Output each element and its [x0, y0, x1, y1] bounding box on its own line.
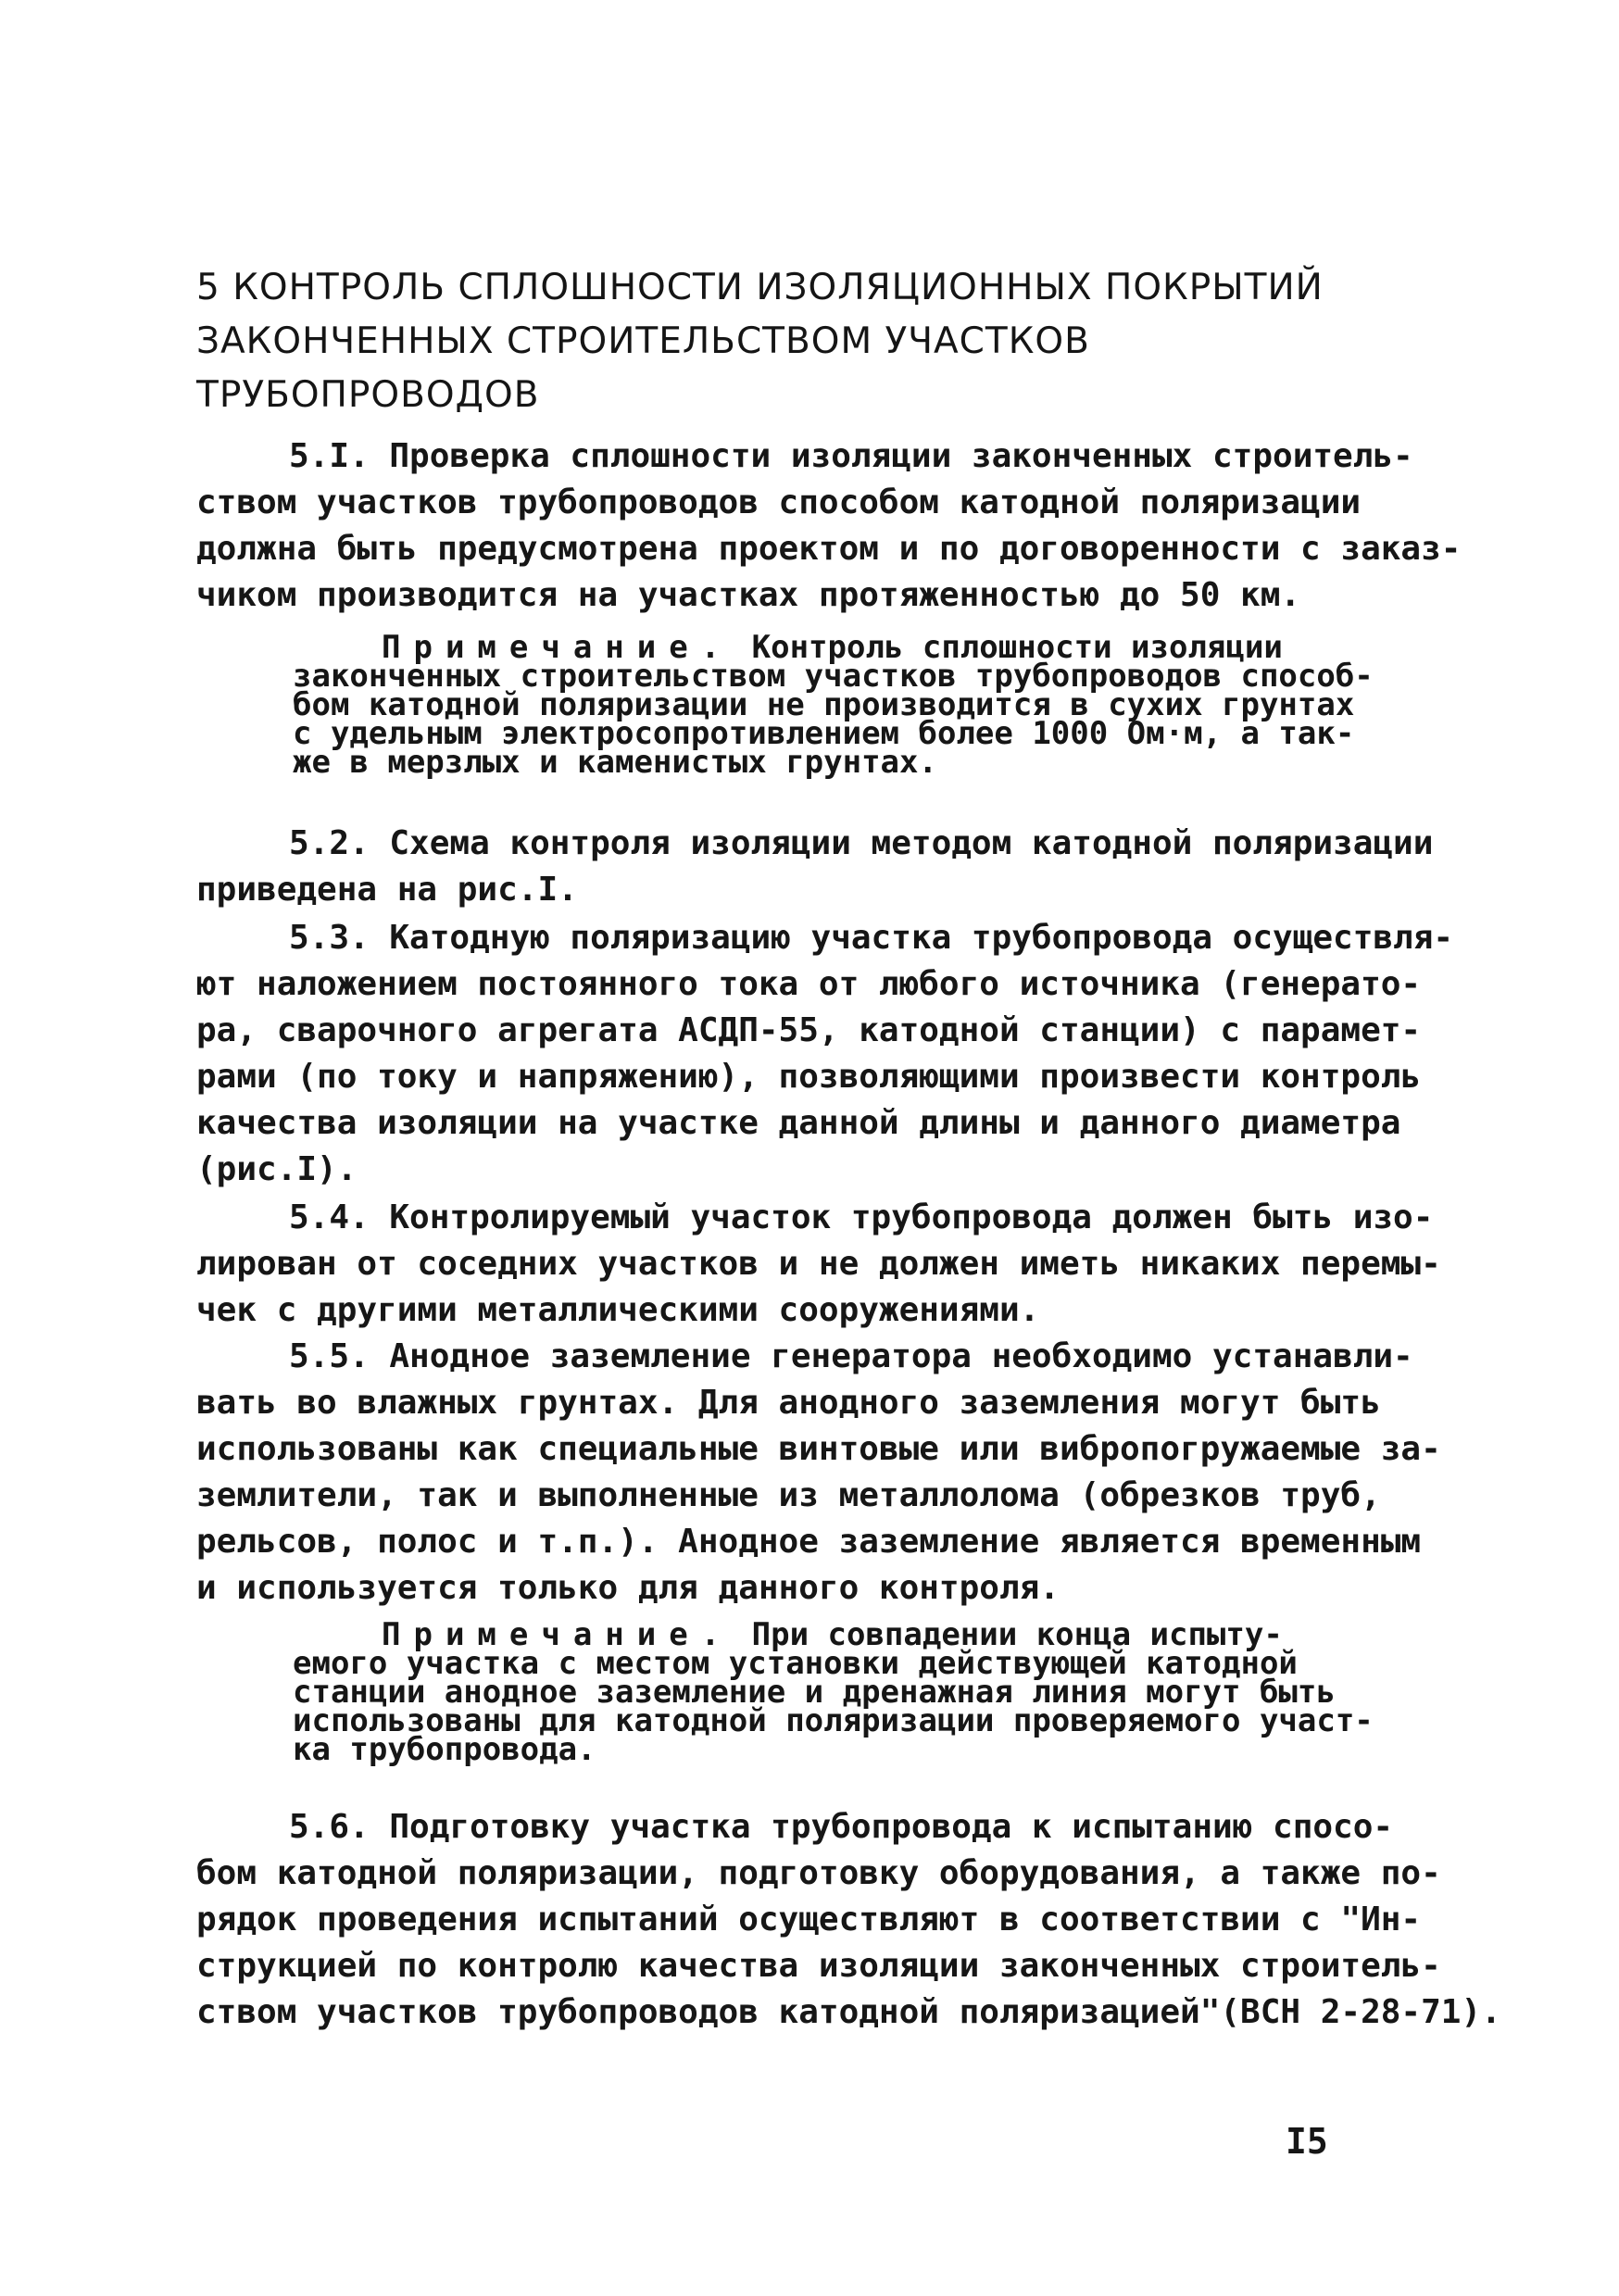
paragraph-line: ством участков трубопроводов катодной поляризацией"(ВСН 2-28-71).	[196, 1993, 1501, 2031]
paragraph-line: бом катодной поляризации, подготовку оборудования, а также по-	[196, 1854, 1441, 1892]
paragraph-line: лирован от соседних участков и не должен иметь никаких перемы-	[196, 1245, 1441, 1283]
note-line: законченных строительством участков трубопроводов способ-	[293, 658, 1374, 695]
paragraph-5-6	[196, 1804, 1501, 2036]
note-label: Примечание.	[382, 629, 734, 666]
paragraph-line: качества изоляции на участке данной длины и данного диаметра	[196, 1104, 1401, 1142]
paragraph-line: ют наложением постоянного тока от любого источника (генерато-	[196, 965, 1422, 1003]
note-text: Контроль сплошности изоляции	[733, 629, 1283, 666]
paragraph-line: рами (по току и напряжению), позволяющими произвести контроль	[196, 1058, 1422, 1096]
note-line: бом катодной поляризации не производится в сухих грунтах	[293, 686, 1355, 723]
heading-line: 5 КОНТРОЛЬ СПЛОШНОСТИ ИЗОЛЯЦИОННЫХ ПОКРЫТИЙ	[196, 267, 1324, 308]
paragraph-line: (рис.I).	[196, 1150, 358, 1188]
paragraph-5-1	[196, 433, 1462, 619]
paragraph-line: 5.4. Контролируемый участок трубопровода должен быть изо-	[289, 1198, 1434, 1236]
paragraph-line: 5.5. Анодное заземление генератора необходимо устанавли-	[289, 1337, 1413, 1375]
paragraph-line: 5.6. Подготовку участка трубопровода к испытанию спосо-	[289, 1808, 1394, 1846]
paragraph-line: и используется только для данного контроля.	[196, 1569, 1060, 1607]
paragraph-line: 5.2. Схема контроля изоляции методом катодной поляризации	[289, 824, 1434, 862]
note-1	[293, 629, 1374, 781]
note-text: При совпадении конца испыту-	[733, 1616, 1283, 1653]
note-line: с удельным электросопротивлением более 1000 Ом·м, а так-	[293, 715, 1355, 752]
paragraph-line: струкцией по контролю качества изоляции законченных строитель-	[196, 1947, 1441, 1985]
heading-line: ЗАКОНЧЕННЫХ СТРОИТЕЛЬСТВОМ УЧАСТКОВ	[196, 320, 1090, 362]
note-line: использованы для катодной поляризации проверяемого участ-	[293, 1702, 1374, 1739]
note-line: ка трубопровода.	[293, 1731, 596, 1768]
paragraph-line: рельсов, полос и т.п.). Анодное заземление является временным	[196, 1523, 1422, 1561]
paragraph-line: ством участков трубопроводов способом катодной поляризации	[196, 483, 1362, 521]
section-heading	[196, 261, 1437, 422]
paragraph-5-3	[196, 915, 1454, 1193]
note-2	[293, 1616, 1374, 1768]
paragraph-line: должна быть предусмотрена проектом и по договоренности с заказ-	[196, 530, 1462, 568]
heading-line: ТРУБОПРОВОДОВ	[196, 374, 540, 416]
paragraph-5-5	[196, 1334, 1441, 1612]
paragraph-line: вать во влажных грунтах. Для анодного заземления могут быть	[196, 1384, 1381, 1422]
note-line: емого участка с местом установки действующей катодной	[293, 1645, 1298, 1682]
paragraph-5-4	[196, 1195, 1441, 1334]
paragraph-line: ра, сварочного агрегата АСДП-55, катодной станции) с парамет-	[196, 1011, 1422, 1049]
note-label: Примечание.	[382, 1616, 734, 1653]
paragraph-5-2	[196, 821, 1434, 913]
paragraph-line: 5.I. Проверка сплошности изоляции законченных строитель-	[289, 437, 1413, 475]
paragraph-line: 5.3. Катодную поляризацию участка трубопровода осуществля-	[289, 919, 1454, 957]
paragraph-line: чиком производится на участках протяженностью до 50 км.	[196, 576, 1301, 614]
note-line: же в мерзлых и каменистых грунтах.	[293, 744, 937, 781]
paragraph-line: чек с другими металлическими сооружениями.	[196, 1291, 1040, 1329]
note-line: станции анодное заземление и дренажная линия могут быть	[293, 1674, 1336, 1711]
page-number: I5	[1286, 2121, 1328, 2162]
paragraph-line: приведена на рис.I.	[196, 871, 578, 909]
paragraph-line: рядок проведения испытаний осуществляют в соответствии с "Ин-	[196, 1901, 1422, 1938]
paragraph-line: землители, так и выполненные из металлолома (обрезков труб,	[196, 1476, 1381, 1514]
paragraph-line: использованы как специальные винтовые или вибропогружаемые за-	[196, 1430, 1441, 1468]
